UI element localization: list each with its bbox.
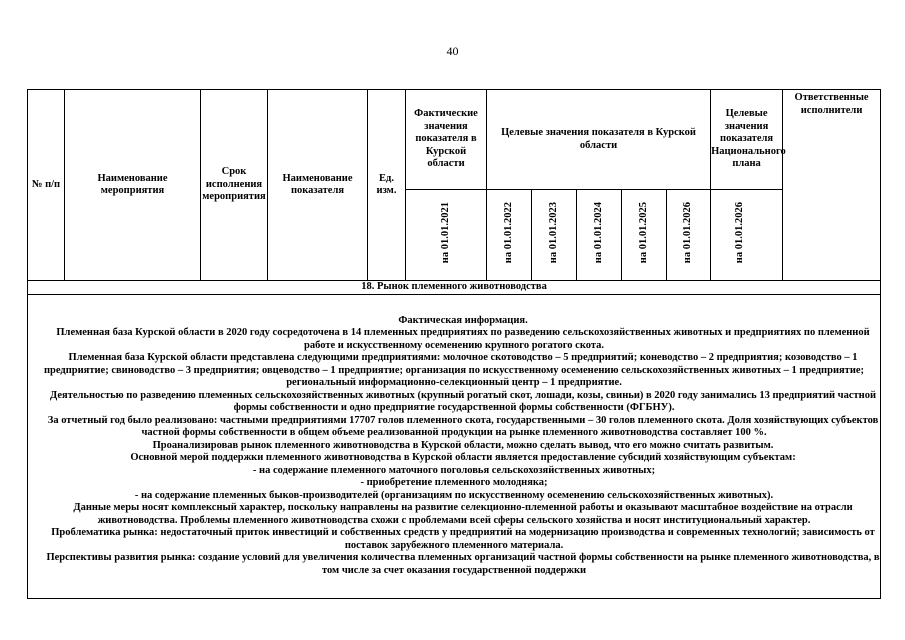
list-item: - на содержание племенного маточного поголовья сельскохозяйственных животных;: [252, 464, 656, 476]
date-target-label: на 01.01.2026: [682, 202, 694, 264]
paragraph: Племенная база Курской области в 2020 году сосредоточена в 14 племенных предприятиях по разведению сельскохозяйственных животных и предприятиях по племенной работе и искусственному осеменению крупного рогатого скота.: [56, 327, 870, 351]
list-item: - приобретение племенного молодняка;: [360, 477, 548, 489]
header-term: Срок исполнения мероприятия: [201, 90, 268, 281]
header-indicator: Наименование показателя: [268, 90, 368, 281]
date-target-label: на 01.01.2023: [547, 202, 559, 264]
page-number: 40: [446, 44, 459, 58]
section-title: 18. Рынок племенного животноводства: [28, 281, 881, 295]
header-national: Целевые значения показателя Национального плана: [711, 90, 783, 190]
paragraph: Перспективы развития рынка: создание условий для увеличения количества племенных организаций частной формы собственности на рынке племенного животноводства, в том числе за счет оказания государственной поддержки: [46, 552, 880, 576]
paragraph: Проблематика рынка: недостаточный приток инвестиций и собственных средств у предприятий на модернизацию производства и современных технологий; зависимость от поставок зарубежного племенного материала.: [51, 527, 875, 551]
date-target-label: на 01.01.2022: [502, 202, 514, 264]
header-responsible: Ответственные исполнители: [783, 90, 881, 281]
header-unit: Ед. изм.: [368, 90, 406, 281]
date-target-2023: [532, 190, 577, 281]
paragraph: Данные меры носят комплексный характер, поскольку направлены на развитие селекционно-племенной работы и оказывают масштабное воздействие на отрасли животноводства. Проблемы племенного животноводства схожи с проблемами всей сферы сельского хозяйства и носят институциональный характер.: [73, 502, 853, 526]
date-target-2022: [487, 190, 532, 281]
header-target: Целевые значения показателя в Курской области: [487, 90, 711, 190]
date-target-2024: [577, 190, 622, 281]
date-target-label: на 01.01.2024: [592, 202, 604, 264]
indicators-table: [27, 89, 881, 599]
header-num: № п/п: [28, 90, 65, 281]
list-item: - на содержание племенных быков-производителей (организациям по искусственному осеменению сельскохозяйственных животных).: [134, 489, 774, 501]
date-target-2025: [622, 190, 667, 281]
date-actual-label: на 01.01.2021: [439, 202, 451, 264]
date-actual: [406, 190, 487, 281]
paragraph: За отчетный год было реализовано: частными предприятиями 17707 голов племенного скота, государственными – 30 голов племенного скота. Доля хозяйствующих субъектов частной формы собственности в общем объеме реализованной продукции на рынке племенного животноводства составляет 100 %.: [47, 414, 879, 439]
header-event: Наименование мероприятия: [65, 90, 201, 281]
paragraph: Фактическая информация.: [398, 314, 528, 326]
date-national: [711, 190, 783, 281]
paragraph: Основной мерой поддержки племенного животноводства в Курской области является предоставление субсидий хозяйствующим субъектам:: [130, 452, 796, 464]
paragraph: Племенная база Курской области представлена следующими предприятиями: молочное скотоводство – 5 предприятий; коневодство – 2 предприятия; козоводство – 1 предприятие; свиноводство – 3 предприятия; овцеводство – 1 предприятие; организация по искусственному осеменению сельскохозяйственных животных – 1 предприятие; региональный информационно-селекционный центр – 1 предприятие.: [44, 352, 865, 389]
paragraph: Проанализировав рынок племенного животноводства в Курской области, можно сделать вывод, что его можно считать развитым.: [152, 439, 774, 451]
section-body: [28, 294, 881, 598]
paragraph: Деятельностью по разведению племенных сельскохозяйственных животных (крупный рогатый скот, лошади, козы, свиньи) в 2020 году занимались 13 предприятий частной формы собственности и одно предприятие государственной формы собственности (ФГБНУ).: [50, 389, 877, 414]
header-actual: Фактические значения показателя в Курской области: [406, 90, 487, 190]
date-target-2026: [667, 190, 711, 281]
date-target-label: на 01.01.2025: [637, 202, 649, 264]
date-national-label: на 01.01.2026: [733, 202, 745, 264]
